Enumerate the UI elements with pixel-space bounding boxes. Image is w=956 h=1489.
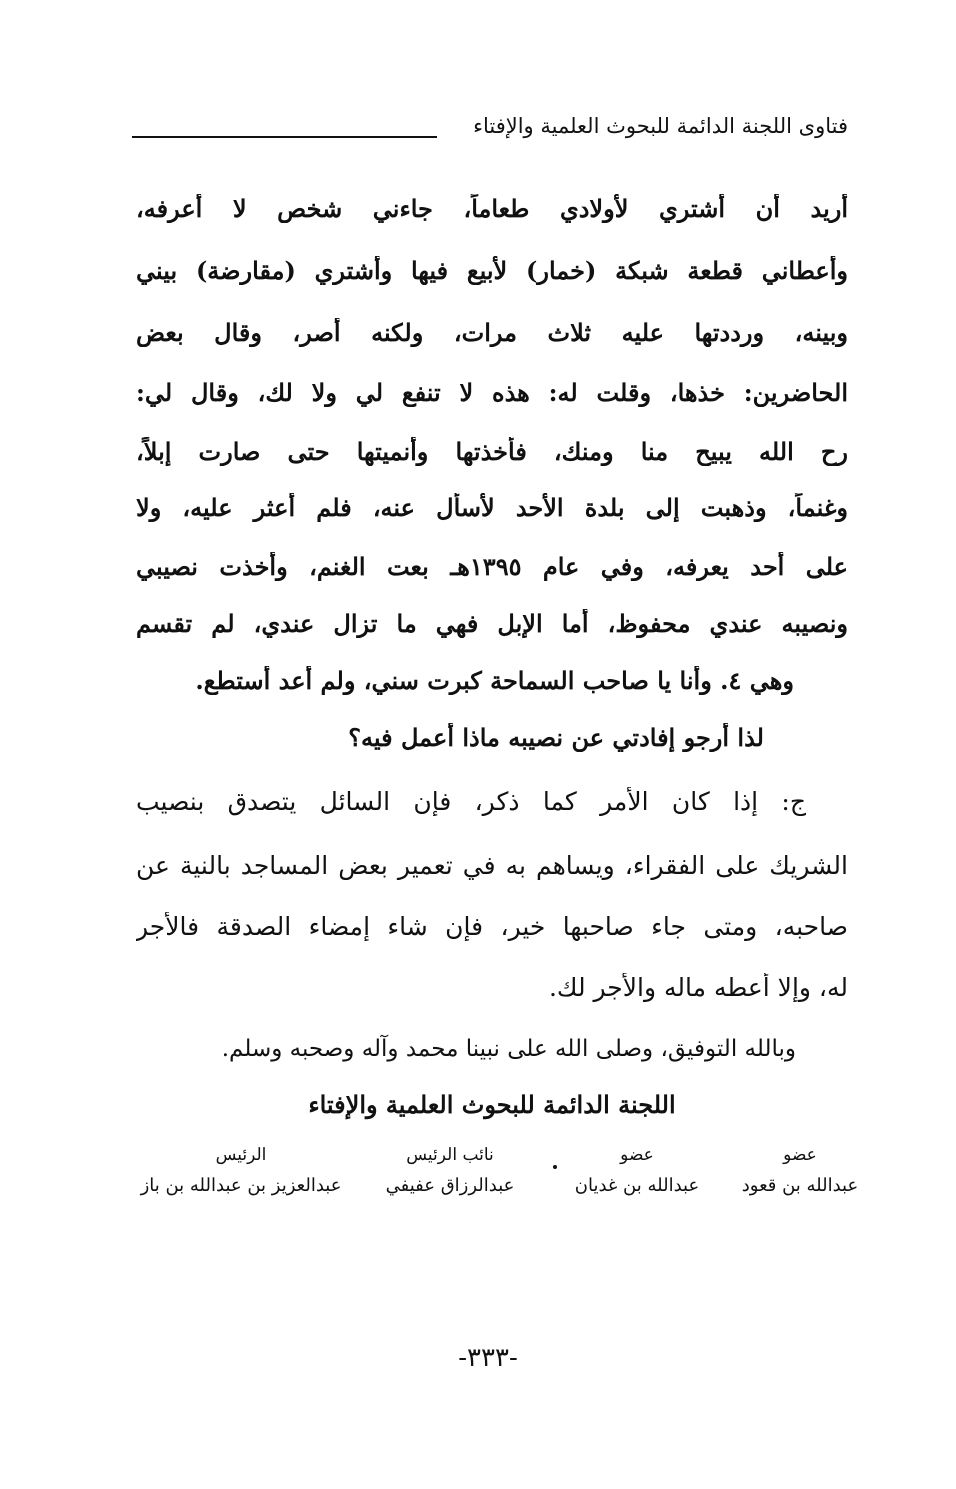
- question-line: لذا أرجو إفادتي عن نصيبه ماذا أعمل فيه؟: [348, 723, 764, 752]
- signatory: [130, 1145, 352, 1196]
- question-line: وهي ٤. وأنا يا صاحب السماحة كبرت سني، ولم أعد أستطع.: [195, 666, 794, 695]
- question-line: وغنماً، وذهبت إلى بلدة الأحد لأسأل عنه، فلم أعثر عليه، ولا: [136, 493, 848, 522]
- running-title: فتاوى اللجنة الدائمة للبحوث العلمية والإفتاء: [473, 114, 848, 138]
- closing-formula: وبالله التوفيق، وصلى الله على نبينا محمد وآله وصحبه وسلم.: [221, 1036, 796, 1062]
- header-rule: [132, 136, 437, 138]
- signatory-role: الرئيس: [215, 1145, 267, 1165]
- answer-line: صاحبه، ومتى جاء صاحبها خير، فإن شاء إمضاء الصدقة فالأجر: [136, 912, 848, 941]
- question-line: وبينه، ورددتها عليه ثلاث مرات، ولكنه أصر، وقال بعض: [136, 318, 848, 347]
- signatory-role: عضو: [620, 1145, 654, 1165]
- signatory-name: عبدالله بن قعود: [741, 1175, 859, 1196]
- signatory-name: عبدالعزيز بن عبدالله بن باز: [140, 1175, 342, 1196]
- signatory: [562, 1145, 712, 1196]
- page-number: -٣٣٣-: [458, 1343, 518, 1373]
- ink-dot: [553, 1165, 557, 1169]
- signatory: [370, 1145, 530, 1196]
- question-line: ونصيبه عندي محفوظ، أما الإبل فهي ما تزال عندي، لم تقسم: [136, 609, 848, 638]
- answer-line: ج: إذا كان الأمر كما ذكر، فإن السائل يتصدق بنصيب: [136, 787, 806, 816]
- signatory-name: عبدالرزاق عفيفي: [385, 1175, 515, 1196]
- signatory-name: عبدالله بن غديان: [574, 1175, 700, 1196]
- running-header: [132, 112, 848, 152]
- answer-line: له، وإلا أعطه ماله والأجر لك.: [548, 973, 848, 1002]
- committee-name: اللجنة الدائمة للبحوث العلمية والإفتاء: [308, 1090, 676, 1119]
- signatories: [130, 1145, 860, 1225]
- question-line: الحاضرين: خذها، وقلت له: هذه لا تنفع لي ولا لك، وقال لي:: [136, 378, 848, 407]
- signatory-role: نائب الرئيس: [406, 1145, 494, 1165]
- answer-line: الشريك على الفقراء، ويساهم به في تعمير بعض المساجد بالنية عن: [136, 851, 848, 880]
- signatory: [740, 1145, 860, 1196]
- question-line: أريد أن أشتري لأولادي طعاماً، جاءني شخص لا أعرفه،: [136, 194, 848, 223]
- question-line: وأعطاني قطعة شبكة (خمار) لأبيع فيها وأشتري (مقارضة) بيني: [136, 256, 848, 285]
- question-line: على أحد يعرفه، وفي عام ١٣٩٥هـ بعت الغنم، وأخذت نصيبي: [136, 552, 848, 581]
- signatory-role: عضو: [783, 1145, 817, 1165]
- question-line: رح الله يبيح منا ومنك، فأخذتها وأنميتها حتى صارت إبلاً،: [136, 437, 848, 466]
